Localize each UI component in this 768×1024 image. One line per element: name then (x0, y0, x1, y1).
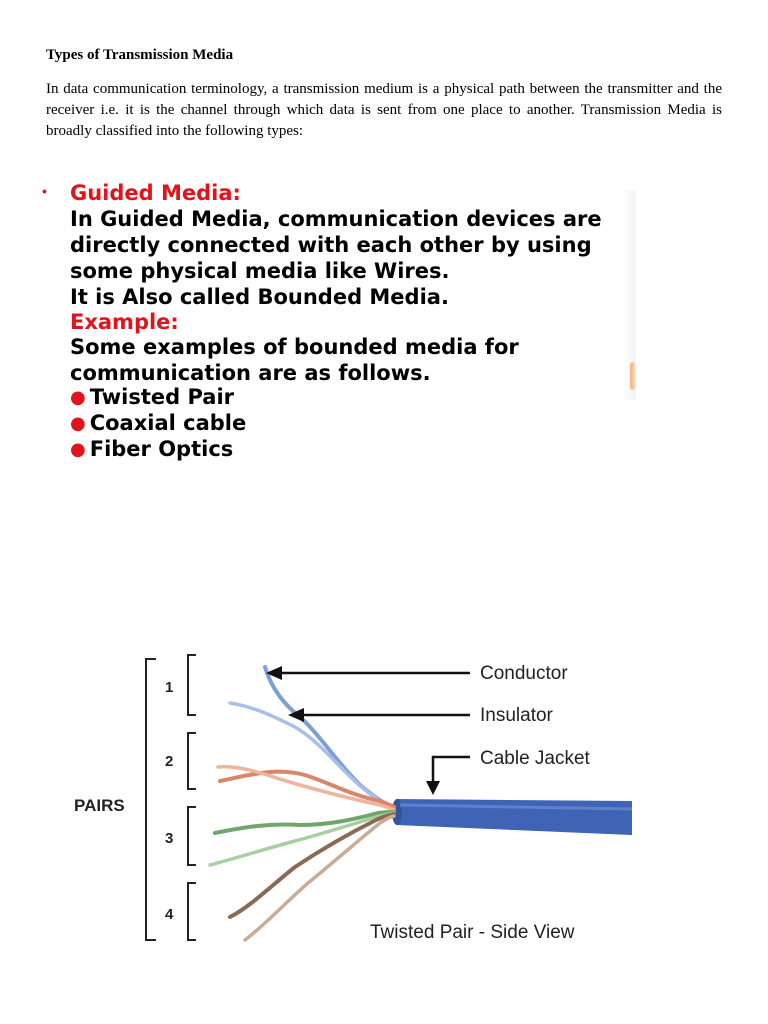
pairs-bracket (146, 659, 156, 940)
bullet-text: Fiber Optics (89, 437, 234, 461)
bullet-item (70, 384, 234, 412)
pair-bracket-2 (188, 733, 196, 789)
jacket-arrowhead (426, 781, 440, 795)
slide-title: Guided Media: (70, 181, 241, 205)
insulator-label: Insulator (480, 705, 553, 726)
bullet-item (70, 410, 246, 438)
slide-line: It is Also called Bounded Media. (70, 285, 449, 309)
slide-decoration (630, 362, 635, 390)
wire-pair-2 (218, 767, 394, 810)
pair-number-2: 2 (165, 753, 174, 770)
example-line: communication are as follows. (70, 361, 431, 385)
bullet-text: Twisted Pair (89, 385, 235, 409)
diagram-caption: Twisted Pair - Side View (370, 922, 575, 943)
bullet-icon: ● (70, 439, 86, 460)
intro-paragraph: In data communication terminology, a transmission medium is a physical path between the transmitter and the receiver i.e. it is the channel through which data is sent from one place to another. Transmission Media is broadly classified into the following types: (46, 81, 722, 139)
jacket-pointer (433, 757, 470, 785)
bullet-icon: ● (70, 413, 86, 434)
pairs-label: PAIRS (74, 796, 125, 815)
pair-number-4: 4 (165, 906, 174, 923)
bullet-text: Coaxial cable (89, 411, 247, 435)
wire-pair-3 (210, 812, 394, 865)
bullet-item (70, 436, 233, 464)
page-heading: Types of Transmission Media (46, 47, 234, 63)
slide-line: directly connected with each other by using (70, 233, 592, 257)
pair-bracket-4 (188, 883, 196, 940)
pair-number-3: 3 (165, 830, 174, 847)
slide-marker: • (42, 183, 47, 199)
conductor-label: Conductor (480, 663, 568, 684)
example-label: Example: (70, 310, 179, 334)
pair-bracket-3 (188, 807, 196, 865)
bullet-icon: ● (70, 387, 86, 408)
pair-number-1: 1 (165, 679, 174, 696)
pair-bracket-1 (188, 655, 196, 715)
twisted-pair-diagram (60, 635, 636, 945)
jacket-label: Cable Jacket (480, 748, 590, 769)
slide-line: In Guided Media, communication devices are (70, 207, 602, 231)
example-line: Some examples of bounded media for (70, 335, 519, 359)
slide-line: some physical media like Wires. (70, 259, 450, 283)
